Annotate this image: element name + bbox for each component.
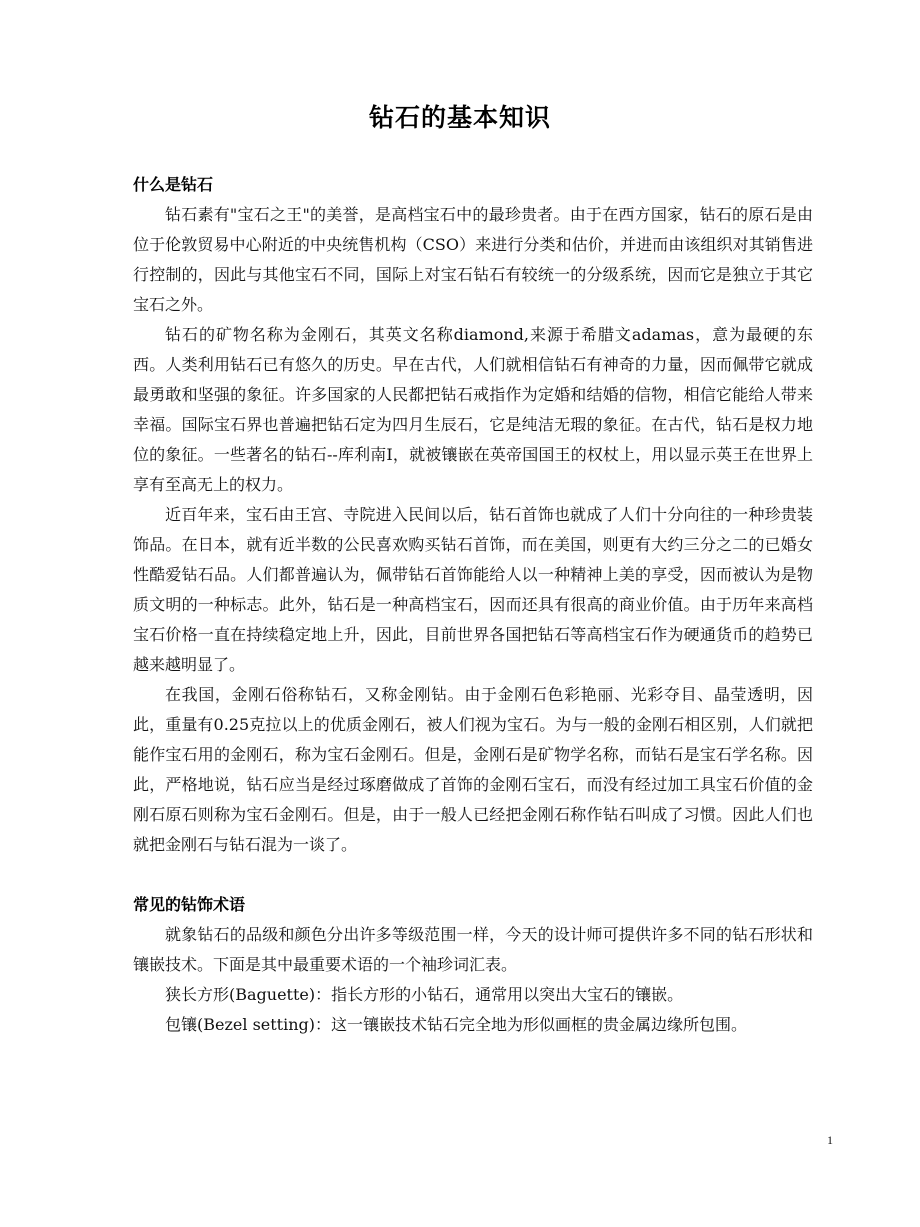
- section-spacer: [133, 860, 813, 890]
- page-number: 1: [827, 1133, 833, 1147]
- glossary-entry: 包镶(Bezel setting)：这一镶嵌技术钻石完全地为形似画框的贵金属边缘所包围。: [165, 1015, 748, 1034]
- paragraph: 就象钻石的品级和颜色分出许多等级范围一样，今天的设计师可提供许多不同的钻石形状和镶嵌技术。下面是其中最重要术语的一个袖珍词汇表。: [133, 925, 813, 974]
- paragraph: 钻石的矿物名称为金刚石，其英文名称diamond,来源于希腊文adamas，意为最硬的东西。人类利用钻石已有悠久的历史。早在古代，人们就相信钻石有神奇的力量，因而佩带它就成最勇敢和坚强的象征。许多国家的人民都把钻石戒指作为定婚和结婚的信物，相信它能给人带来幸福。国际宝石界也普遍把钻石定为四月生辰石，它是纯洁无瑕的象征。在古代，钻石是权力地位的象征。一些著名的钻石--库利南Ⅰ，就被镶嵌在英帝国国王的权杖上，用以显示英王在世界上享有至高无上的权力。: [133, 325, 813, 494]
- paragraph: 钻石素有"宝石之王"的美誉，是高档宝石中的最珍贵者。由于在西方国家，钻石的原石是由位于伦敦贸易中心附近的中央统售机构（CSO）来进行分类和估价，并进而由该组织对其销售进行控制的，因此与其他宝石不同，国际上对宝石钻石有较统一的分级系统，因而它是独立于其它宝石之外。: [133, 205, 813, 314]
- section-heading: 常见的钻饰术语: [133, 895, 246, 914]
- document-body: [133, 170, 813, 1040]
- section-heading: 什么是钻石: [133, 175, 214, 194]
- paragraph: 近百年来，宝石由王宫、寺院进入民间以后，钻石首饰也就成了人们十分向往的一种珍贵装饰品。在日本，就有近半数的公民喜欢购买钻石首饰，而在美国，则更有大约三分之二的已婚女性酷爱钻石品。人们都普遍认为，佩带钻石首饰能给人以一种精神上美的享受，因而被认为是物质文明的一种标志。此外，钻石是一种高档宝石，因而还具有很高的商业价值。由于历年来高档宝石价格一直在持续稳定地上升，因此，目前世界各国把钻石等高档宝石作为硬通货币的趋势已越来越明显了。: [133, 505, 813, 674]
- document-title: 钻石的基本知识: [368, 103, 551, 132]
- glossary-entry: 狭长方形(Baguette)：指长方形的小钻石，通常用以突出大宝石的镶嵌。: [165, 985, 684, 1004]
- paragraph: 在我国，金刚石俗称钻石，又称金刚钻。由于金刚石色彩艳丽、光彩夺目、晶莹透明，因此，重量有0.25克拉以上的优质金刚石，被人们视为宝石。为与一般的金刚石相区别，人们就把能作宝石用的金刚石，称为宝石金刚石。但是，金刚石是矿物学名称，而钻石是宝石学名称。因此，严格地说，钻石应当是经过琢磨做成了首饰的金刚石宝石，而没有经过加工具宝石价值的金刚石原石则称为宝石金刚石。但是，由于一般人已经把金刚石称作钻石叫成了习惯。因此人们也就把金刚石与钻石混为一谈了。: [133, 685, 813, 854]
